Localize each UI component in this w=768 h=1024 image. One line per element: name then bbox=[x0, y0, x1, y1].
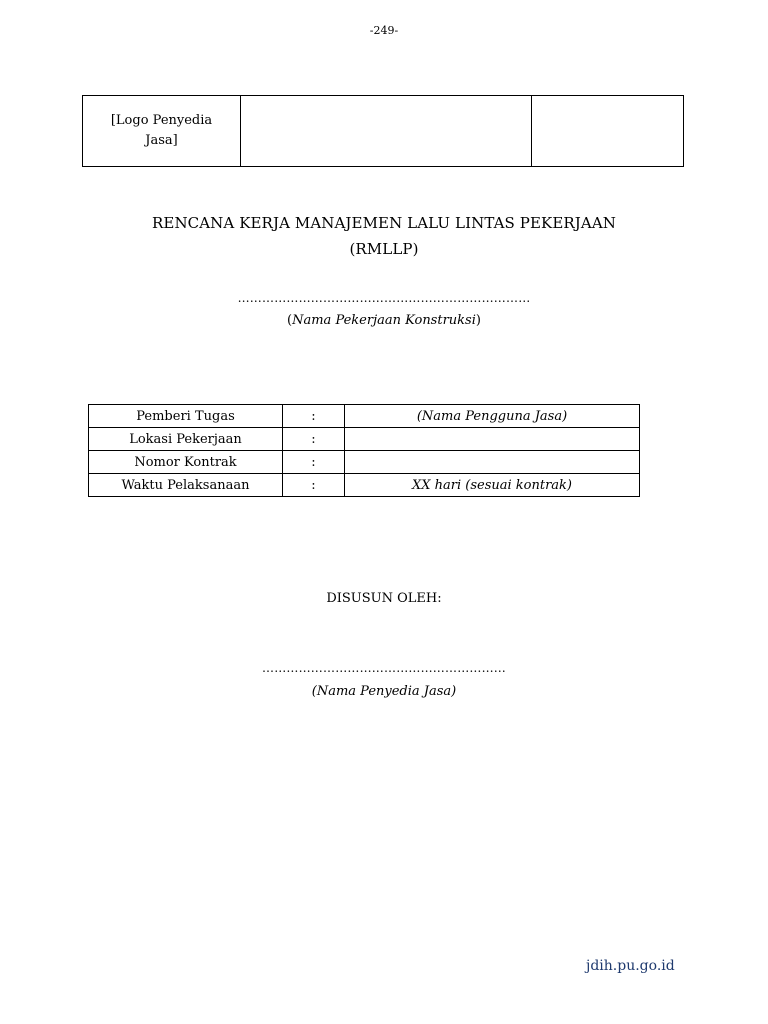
footer-link[interactable]: jdih.pu.go.id bbox=[586, 958, 675, 974]
project-name-label: Nama Pekerjaan Konstruksi bbox=[292, 313, 476, 328]
caption-open-paren: ( bbox=[287, 313, 293, 328]
info-label: Pemberi Tugas bbox=[89, 405, 283, 428]
page-number: -249- bbox=[369, 24, 399, 37]
project-name-dots: ……………………………………………………………… bbox=[237, 291, 531, 305]
document-title-line2: (RMLLP) bbox=[349, 240, 419, 258]
project-name-caption bbox=[0, 313, 768, 328]
document-title-line1: RENCANA KERJA MANAJEMEN LALU LINTAS PEKERJAAN bbox=[152, 214, 616, 232]
info-value bbox=[345, 428, 640, 451]
info-value bbox=[345, 451, 640, 474]
caption-close-paren: ) bbox=[475, 313, 481, 328]
info-value: (Nama Pengguna Jasa) bbox=[345, 405, 640, 428]
table-row bbox=[89, 451, 640, 474]
document-title bbox=[0, 210, 768, 262]
info-separator: : bbox=[283, 474, 345, 497]
table-row bbox=[89, 428, 640, 451]
info-table bbox=[88, 404, 640, 497]
info-label: Waktu Pelaksanaan bbox=[89, 474, 283, 497]
info-separator: : bbox=[283, 428, 345, 451]
table-row bbox=[89, 474, 640, 497]
header-right-cell bbox=[532, 96, 684, 167]
prepared-by-heading: DISUSUN OLEH: bbox=[326, 591, 442, 606]
info-value: XX hari (sesuai kontrak) bbox=[345, 474, 640, 497]
info-label: Lokasi Pekerjaan bbox=[89, 428, 283, 451]
table-row bbox=[89, 405, 640, 428]
logo-placeholder-label: [Logo Penyedia Jasa] bbox=[110, 113, 213, 148]
info-label: Nomor Kontrak bbox=[89, 451, 283, 474]
logo-placeholder-cell bbox=[83, 96, 241, 167]
info-separator: : bbox=[283, 405, 345, 428]
header-table bbox=[82, 95, 684, 167]
header-middle-cell bbox=[241, 96, 532, 167]
provider-name-dots: …………………………………………………… bbox=[262, 661, 506, 675]
provider-name-caption: (Nama Penyedia Jasa) bbox=[311, 684, 457, 699]
info-separator: : bbox=[283, 451, 345, 474]
